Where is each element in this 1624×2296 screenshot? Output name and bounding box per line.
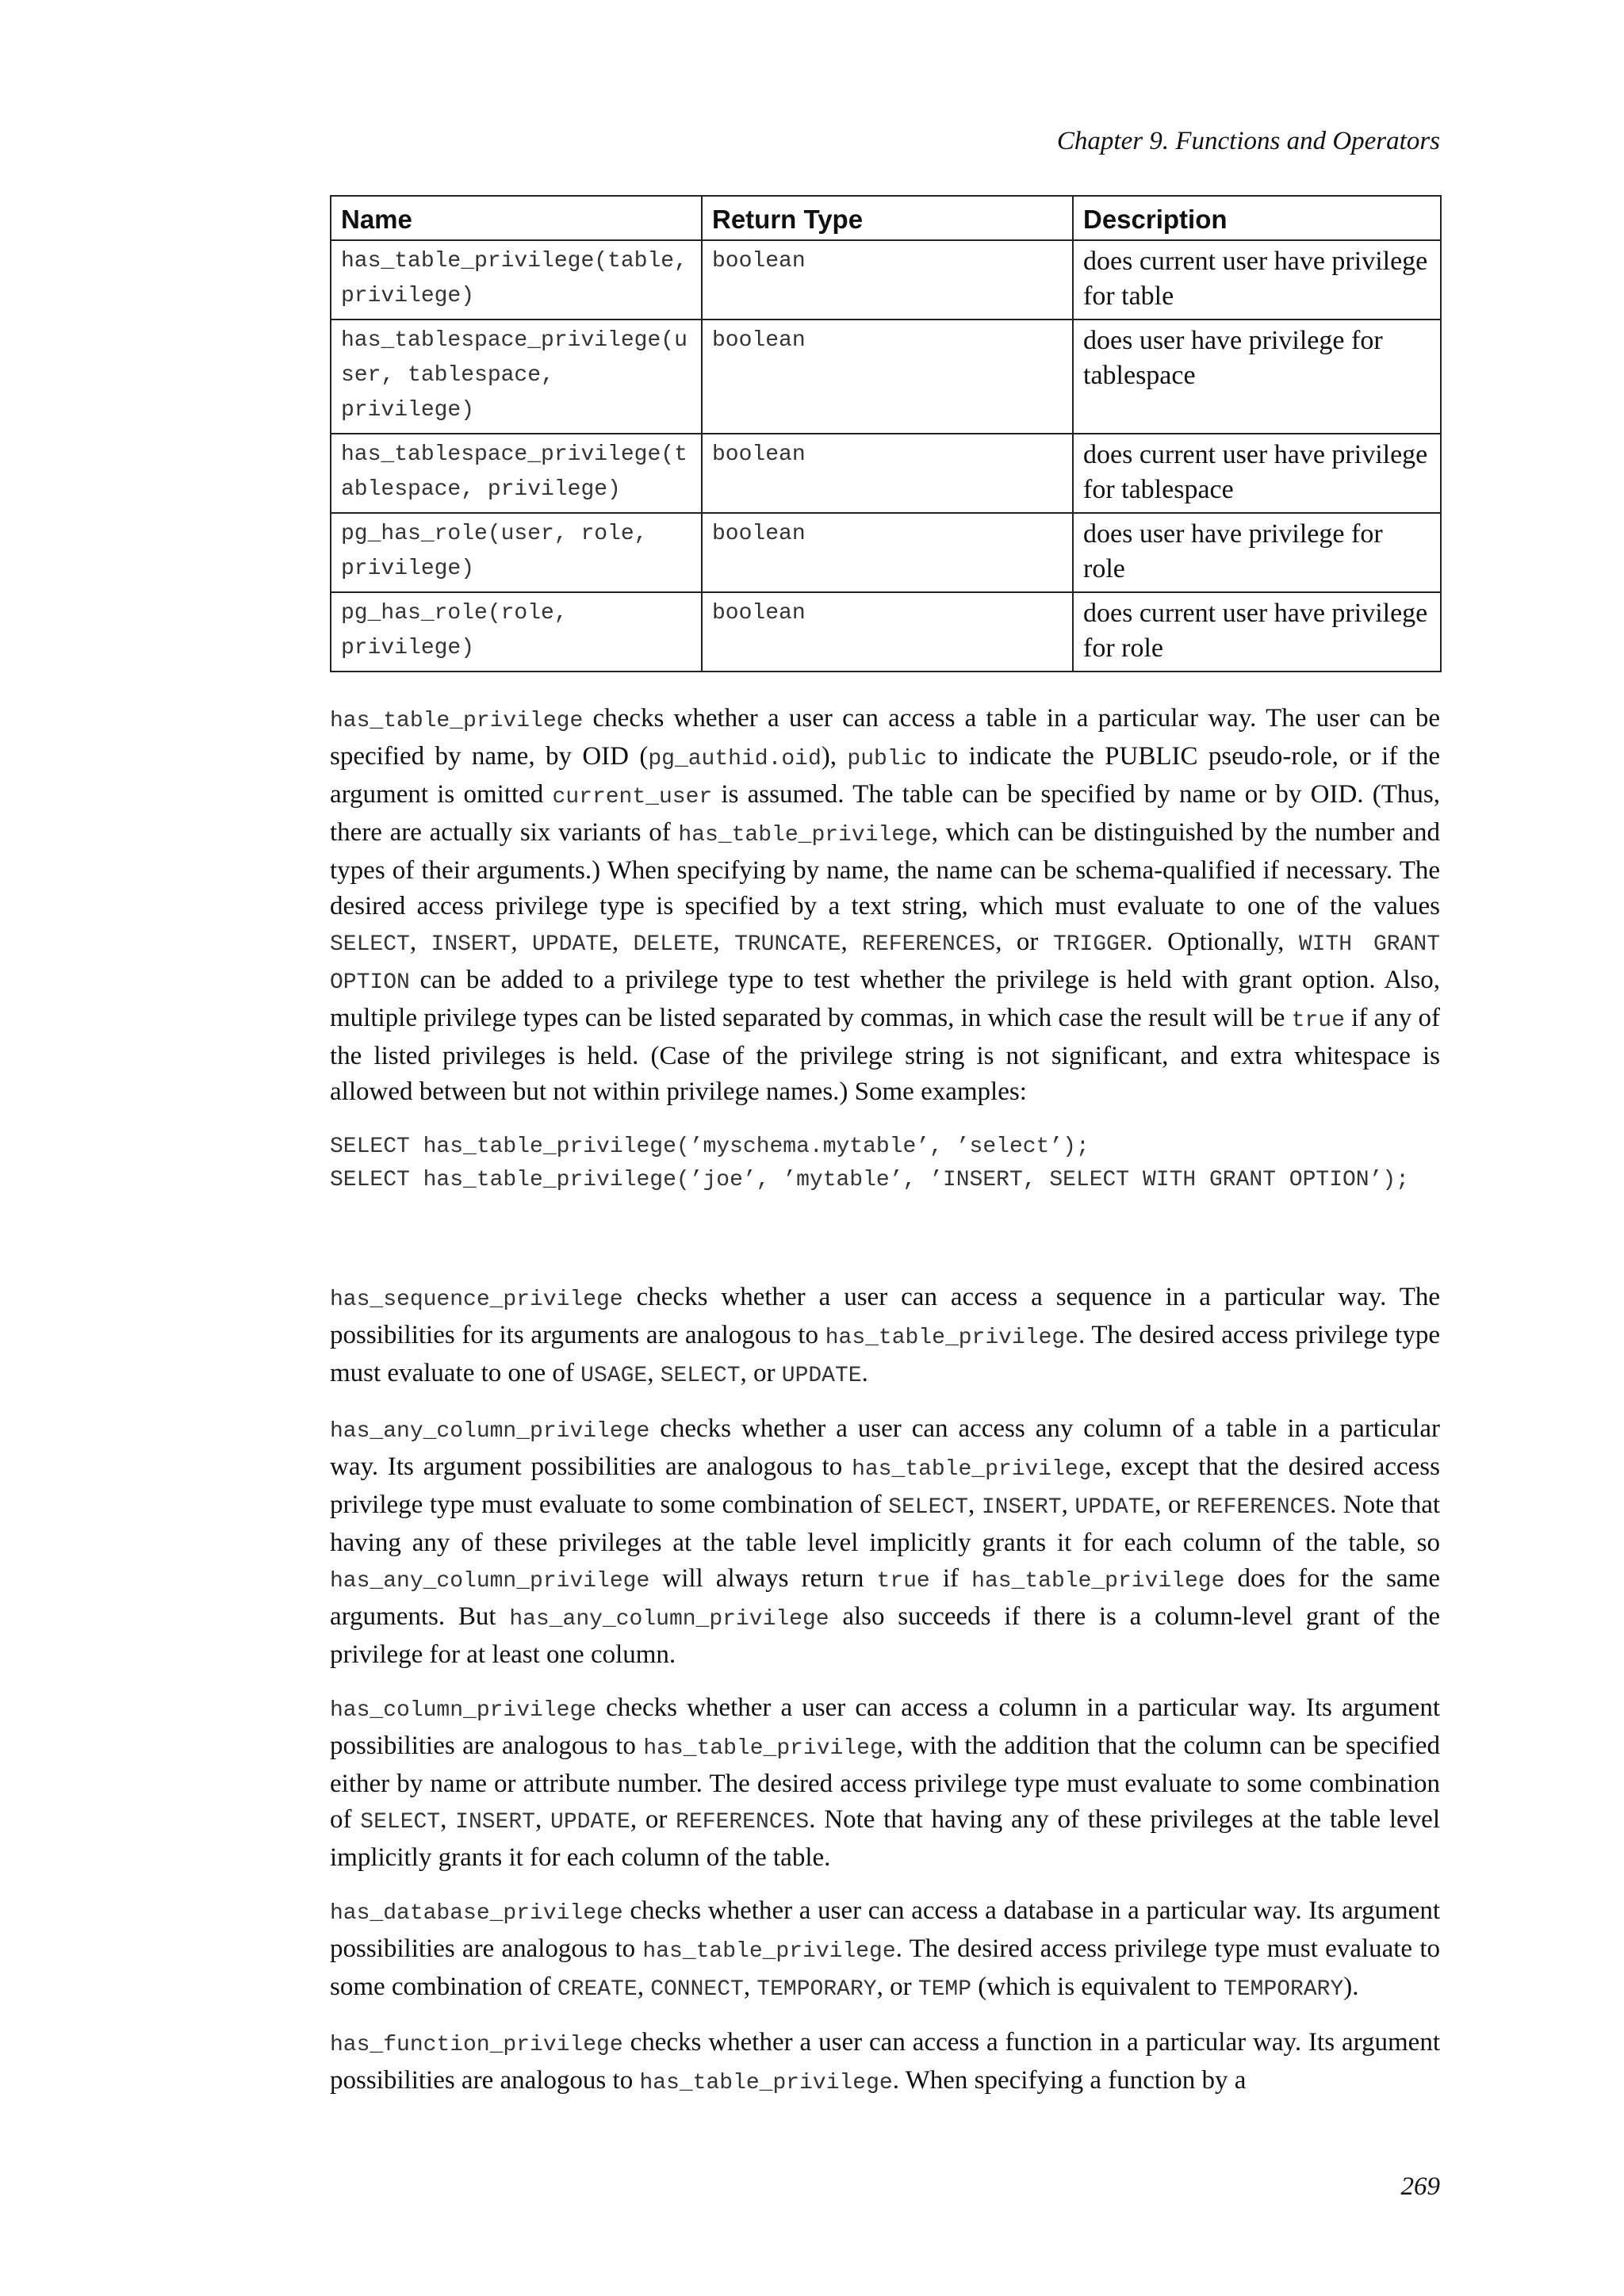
paragraph-text: , or <box>995 928 1053 956</box>
function-description: does current user have privilege for role <box>1073 592 1441 672</box>
function-description: does user have privilege for role <box>1073 513 1441 592</box>
paragraph-text: , <box>743 1973 757 2001</box>
inline-code: USAGE <box>580 1364 648 1388</box>
paragraph-text: . <box>861 1359 868 1387</box>
return-type: boolean <box>702 592 1073 672</box>
inline-code: TRIGGER <box>1052 932 1147 957</box>
inline-code: INSERT <box>455 1810 535 1835</box>
function-name: has_table_privilege(table, privilege) <box>331 240 702 320</box>
paragraph-text: , except that the desired access privilege type must evaluate to some combination of <box>330 1452 1440 1519</box>
paragraph-text: if any of the listed privileges is held. (Case of the privilege string is not significant, and extra whitespace is allowed between but not within privilege names.) Some examples: <box>330 1004 1440 1106</box>
inline-code: UPDATE <box>532 932 612 957</box>
paragraph-text: also succeeds if there is a column-level grant of the privilege for at least one column. <box>330 1602 1441 1669</box>
inline-code: has_any_column_privilege <box>509 1607 829 1632</box>
return-type: boolean <box>702 320 1073 434</box>
inline-code: true <box>1291 1008 1345 1033</box>
inline-code: pg_authid.oid <box>648 747 822 771</box>
inline-code: WITH GRANT OPTION <box>330 932 1441 995</box>
paragraph-text: to indicate the PUBLIC pseudo-role, or if the argument is omitted <box>330 742 1441 809</box>
paragraph-text: , <box>968 1490 982 1519</box>
paragraph-text: checks whether a user can access a column in a particular way. Its argument possibilities are analogous to <box>330 1693 1440 1760</box>
return-type: boolean <box>702 513 1073 592</box>
paragraph-has-any-column-privilege <box>330 1411 1440 1673</box>
column-header-return-type: Return Type <box>702 196 1073 240</box>
paragraph-text: is assumed. The table can be specified by name or by OID. (Thus, there are actually six variants of <box>330 780 1441 847</box>
inline-code: INSERT <box>981 1495 1062 1520</box>
function-name: pg_has_role(role, privilege) <box>331 592 702 672</box>
paragraph-text: (which is equivalent to <box>971 1973 1224 2001</box>
function-name: has_tablespace_privilege(user, tablespace, privilege) <box>331 320 702 434</box>
column-header-name: Name <box>331 196 702 240</box>
table-header-row <box>331 196 1441 240</box>
inline-code: UPDATE <box>1074 1495 1155 1520</box>
paragraph-text: checks whether a user can access a sequence in a particular way. The possibilities for its arguments are analogous to <box>330 1283 1440 1349</box>
paragraph-text: . When specifying a function by a <box>892 2066 1247 2095</box>
inline-code: has_table_privilege <box>639 2071 893 2095</box>
paragraph-text: . The desired access privilege type must evaluate to some combination of <box>330 1934 1440 2001</box>
inline-code: SELECT <box>660 1364 741 1388</box>
inline-code: has_function_privilege <box>330 2033 623 2057</box>
inline-code: DELETE <box>633 932 714 957</box>
inline-code: REFERENCES <box>676 1810 810 1835</box>
paragraph-text: if <box>929 1564 972 1593</box>
inline-code: TEMPORARY <box>756 1977 877 2002</box>
inline-code: SELECT <box>888 1495 969 1520</box>
paragraph-text: , <box>713 928 735 956</box>
paragraph-text: . Note that having any of these privileges at the table level implicitly grants it for each column of the table. <box>330 1805 1441 1872</box>
paragraph-text: does for the same arguments. But <box>330 1564 1440 1631</box>
paragraph-text: , or <box>876 1973 918 2001</box>
table-row <box>331 240 1441 320</box>
inline-code: has_database_privilege <box>330 1901 623 1926</box>
paragraph-text: , <box>409 928 431 956</box>
inline-code: CONNECT <box>650 1977 744 2002</box>
inline-code: CREATE <box>557 1977 638 2002</box>
paragraph-text: ). <box>1343 1973 1359 2001</box>
paragraph-text: , <box>511 928 533 956</box>
return-type: boolean <box>702 434 1073 513</box>
paragraph-has-database-privilege <box>330 1893 1440 2007</box>
inline-code: REFERENCES <box>1197 1495 1331 1520</box>
inline-code: current_user <box>552 785 713 809</box>
paragraph-text: . Note that having any of these privileges at the table level implicitly grants it for each column of the table, so <box>330 1490 1441 1557</box>
paragraph-text: can be added to a privilege type to test whether the privilege is held with grant option. Also, multiple privilege types can be listed separated by commas, in which case the result will be <box>330 966 1440 1032</box>
inline-code: has_table_privilege <box>678 823 932 848</box>
inline-code: INSERT <box>431 932 511 957</box>
inline-code: SELECT <box>330 932 410 957</box>
page-content <box>330 195 1440 2118</box>
paragraph-text: , <box>534 1805 551 1834</box>
inline-code: has_sequence_privilege <box>330 1288 623 1312</box>
functions-table <box>330 195 1442 672</box>
paragraph-text: . The desired access privilege type must evaluate to one of <box>330 1321 1440 1387</box>
inline-code: true <box>876 1569 930 1594</box>
paragraph-text: . Optionally, <box>1146 928 1299 956</box>
paragraph-text: checks whether a user can access a function in a particular way. Its argument possibilities are analogous to <box>330 2028 1440 2095</box>
paragraph-has-column-privilege <box>330 1690 1440 1876</box>
paragraph-text: , with the addition that the column can be specified either by name or attribute number. The desired access privilege type must evaluate to some combination of <box>330 1732 1440 1834</box>
inline-code: has_table_privilege <box>825 1326 1078 1350</box>
inline-code: TEMP <box>917 1977 972 2002</box>
paragraph-has-function-privilege <box>330 2025 1440 2101</box>
paragraph-text: checks whether a user can access a database in a particular way. Its argument possibilities are analogous to <box>330 1896 1440 1963</box>
table-row <box>331 320 1441 434</box>
paragraph-text: , which can be distinguished by the number and types of their arguments.) When specifying by name, the name can be schema-qualified if necessary. The desired access privilege type is specified by a text string, which must evaluate to one of the values <box>330 818 1440 920</box>
inline-code: has_table_privilege <box>330 709 584 733</box>
inline-code: has_any_column_privilege <box>330 1419 650 1444</box>
paragraph-text: checks whether a user can access a table in a particular way. The user can be specified by name, by OID ( <box>330 704 1440 771</box>
paragraph-text: , or <box>630 1805 676 1834</box>
column-header-description: Description <box>1073 196 1441 240</box>
inline-code: UPDATE <box>781 1364 862 1388</box>
running-header: Chapter 9. Functions and Operators <box>1056 127 1440 155</box>
function-description: does user have privilege for tablespace <box>1073 320 1441 434</box>
paragraph-text: , <box>841 928 863 956</box>
page-number: 269 <box>1400 2172 1440 2201</box>
paragraph-text: , <box>637 1973 651 2001</box>
function-name: pg_has_role(user, role, privilege) <box>331 513 702 592</box>
paragraph-has-table-privilege <box>330 701 1440 1110</box>
return-type: boolean <box>702 240 1073 320</box>
paragraph-text: , <box>611 928 634 956</box>
inline-code: has_any_column_privilege <box>330 1569 650 1594</box>
code-example: SELECT has_table_privilege(’myschema.mytable’, ’select’); SELECT has_table_privilege(’joe’, ’mytable’, ’INSERT, SELECT WITH GRANT OPTION’); <box>330 1135 1410 1192</box>
inline-code: UPDATE <box>550 1810 630 1835</box>
inline-code: public <box>847 747 928 771</box>
function-description: does current user have privilege for table <box>1073 240 1441 320</box>
paragraph-text: will always return <box>649 1564 877 1593</box>
inline-code: SELECT <box>360 1810 441 1835</box>
inline-code: TRUNCATE <box>734 932 841 957</box>
inline-code: has_column_privilege <box>330 1698 597 1723</box>
table-row <box>331 592 1441 672</box>
paragraph-text: ), <box>821 742 848 771</box>
paragraph-text: , or <box>1155 1490 1197 1519</box>
inline-code: REFERENCES <box>862 932 996 957</box>
paragraph-text: , <box>647 1359 661 1387</box>
table-row <box>331 513 1441 592</box>
function-description: does current user have privilege for tablespace <box>1073 434 1441 513</box>
function-name: has_tablespace_privilege(tablespace, privilege) <box>331 434 702 513</box>
inline-code: TEMPORARY <box>1224 1977 1344 2002</box>
inline-code: has_table_privilege <box>642 1939 896 1964</box>
inline-code: has_table_privilege <box>643 1736 897 1761</box>
paragraph-text: , <box>440 1805 456 1834</box>
paragraph-text: checks whether a user can access any column of a table in a particular way. Its argument possibilities are analogous to <box>330 1414 1440 1481</box>
inline-code: has_table_privilege <box>852 1457 1105 1482</box>
inline-code: has_table_privilege <box>971 1569 1225 1594</box>
table-row <box>331 434 1441 513</box>
paragraph-text: , or <box>740 1359 782 1387</box>
paragraph-has-sequence-privilege <box>330 1280 1440 1394</box>
paragraph-text: , <box>1061 1490 1075 1519</box>
